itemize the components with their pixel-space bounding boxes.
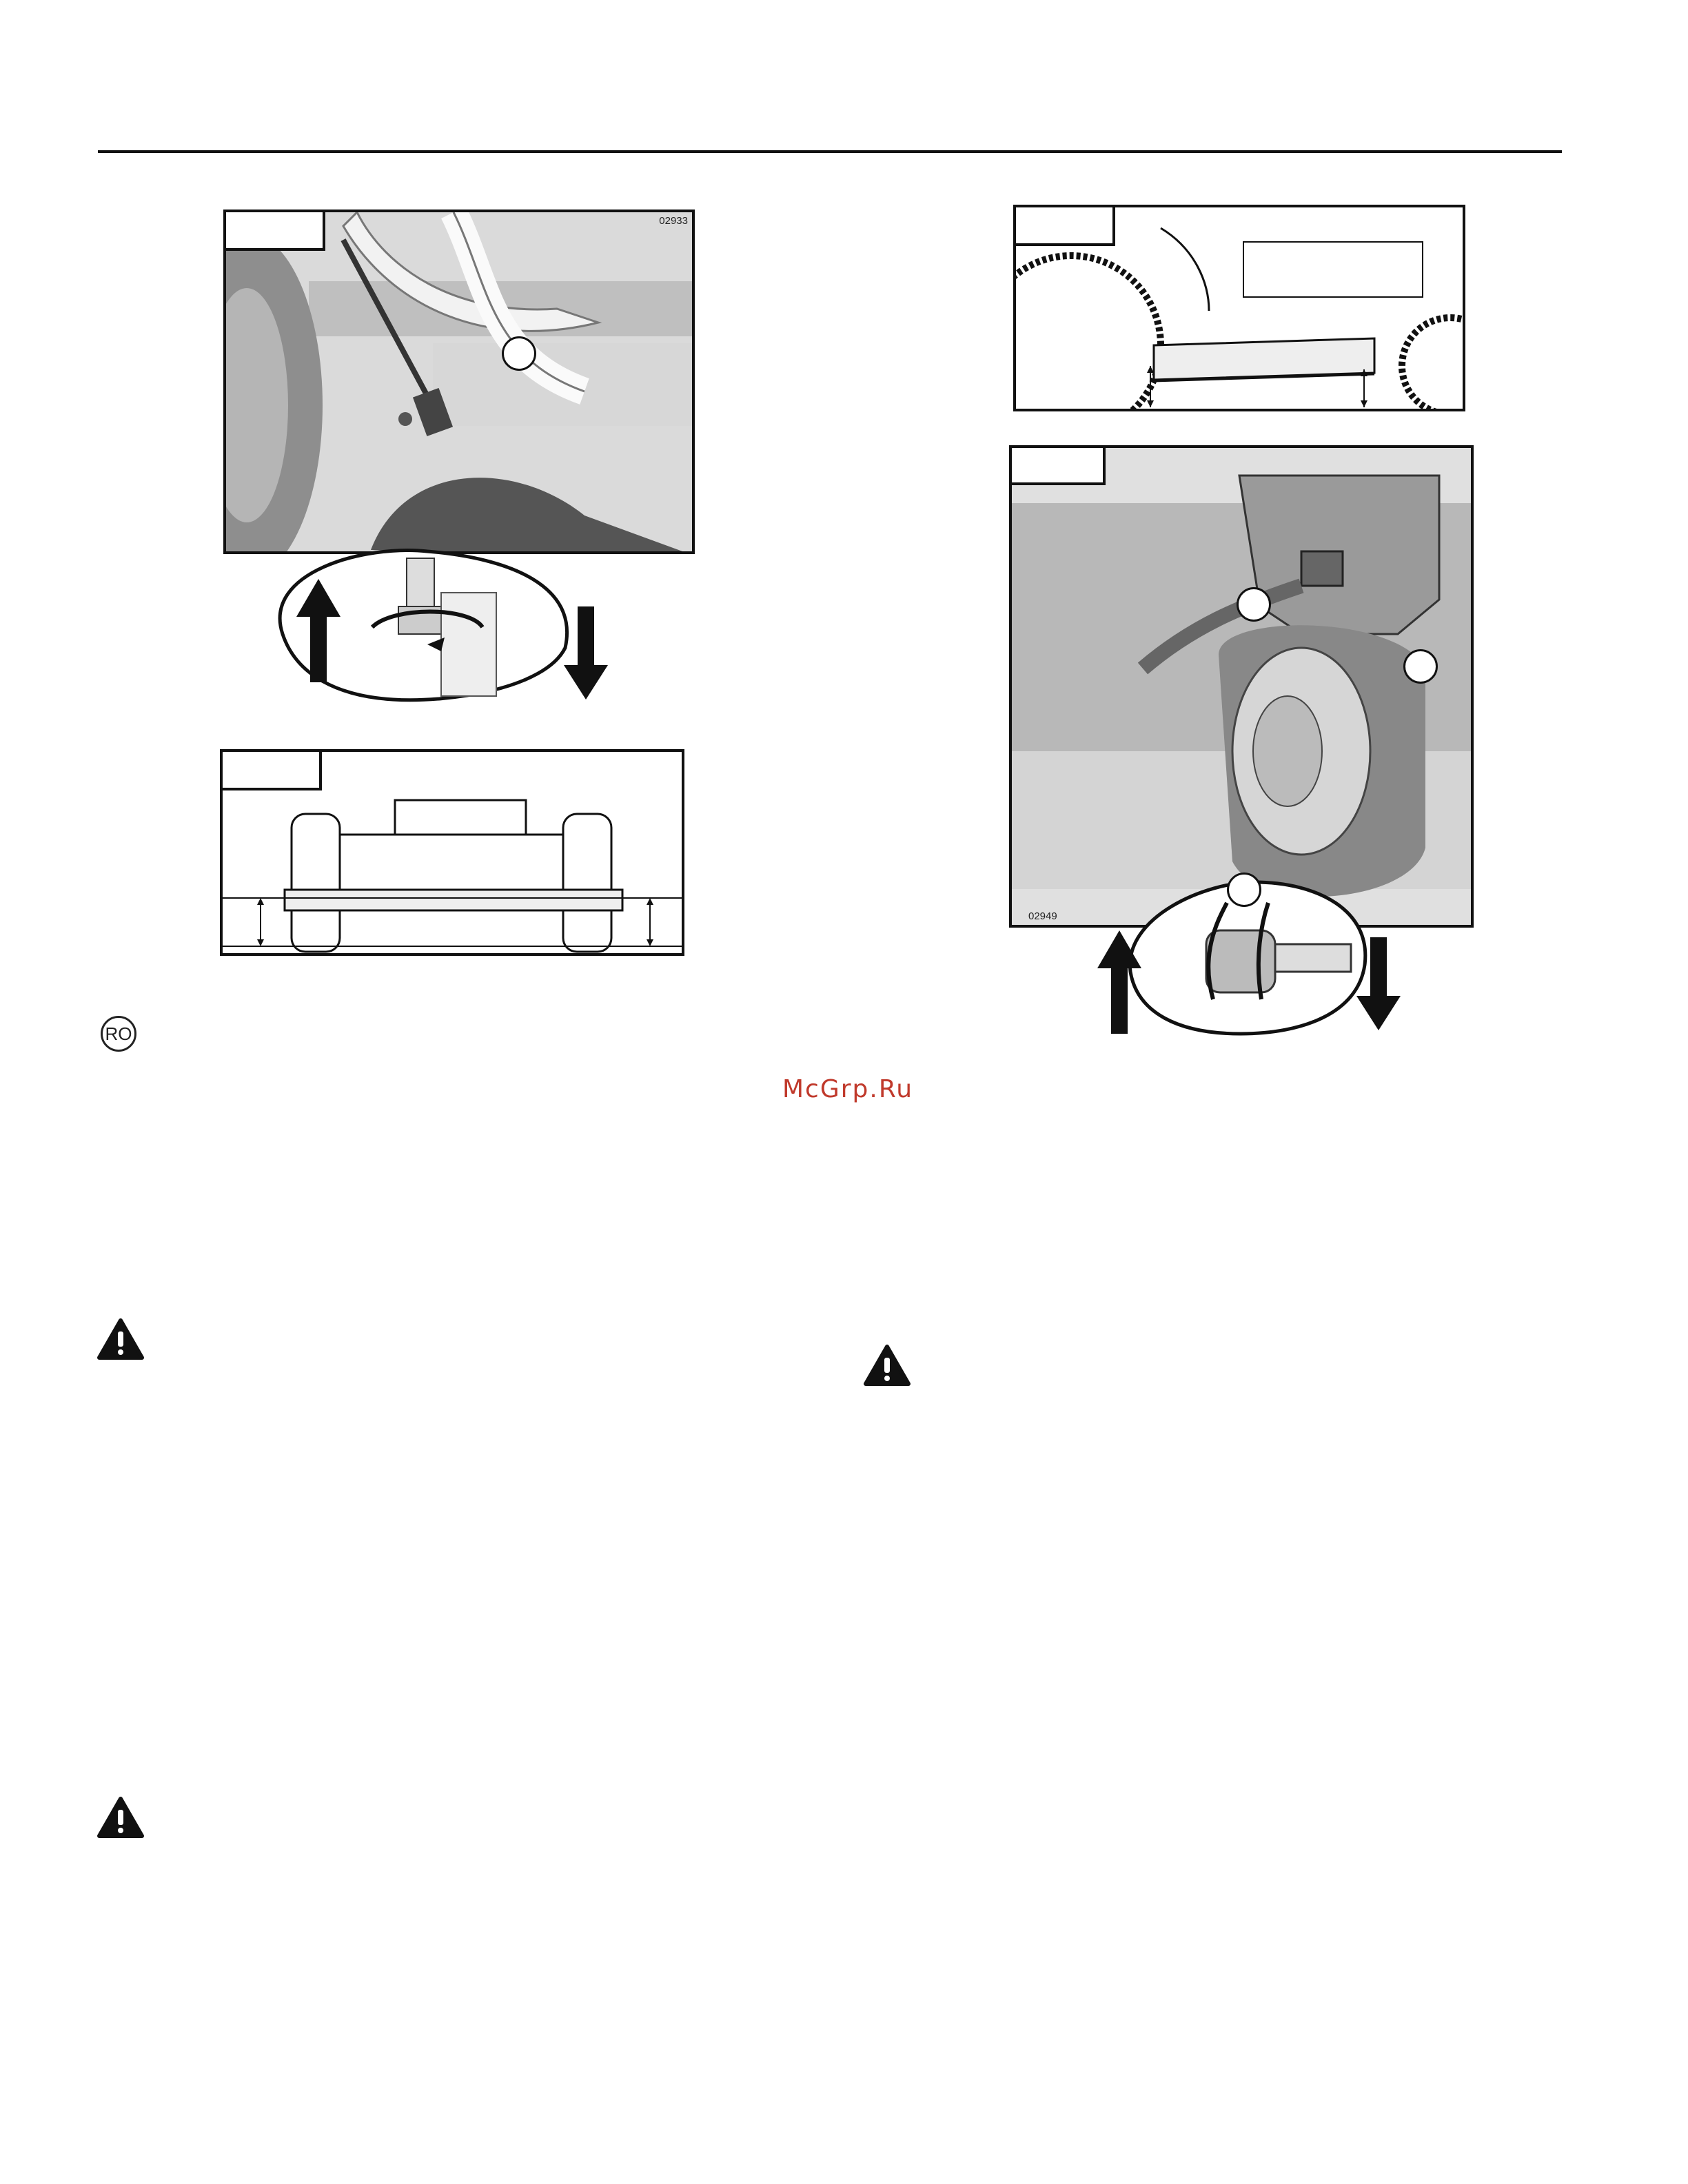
callout-marker [502,336,536,371]
watermark: McGrp.Ru [782,1075,914,1103]
header-rule [98,150,1562,153]
figure-number-tag [1013,205,1115,246]
figure-drag-link [223,210,695,554]
drag-link-inset-detail [221,531,634,710]
figure-front-level [220,749,684,956]
figure-number-tag [220,749,322,790]
warning-triangle-icon [863,1344,911,1387]
callout-marker [1237,587,1271,622]
figure-code: 02949 [1028,910,1057,922]
figure-code: 02933 [659,215,688,227]
drag-link-illustration [226,212,695,554]
figure-side-level [1013,205,1465,411]
figure-gauge-wheel [1009,445,1474,928]
gauge-wheel-illustration [1012,448,1474,928]
callout-marker [1403,649,1438,684]
callout-marker [1227,872,1261,907]
figure-number-tag [1009,445,1106,485]
warning-triangle-icon [96,1318,145,1360]
warning-triangle-icon [96,1796,145,1839]
figure-number-tag [223,210,325,251]
gauge-wheel-inset-detail [1089,875,1434,1041]
language-badge: RO [101,1016,136,1052]
